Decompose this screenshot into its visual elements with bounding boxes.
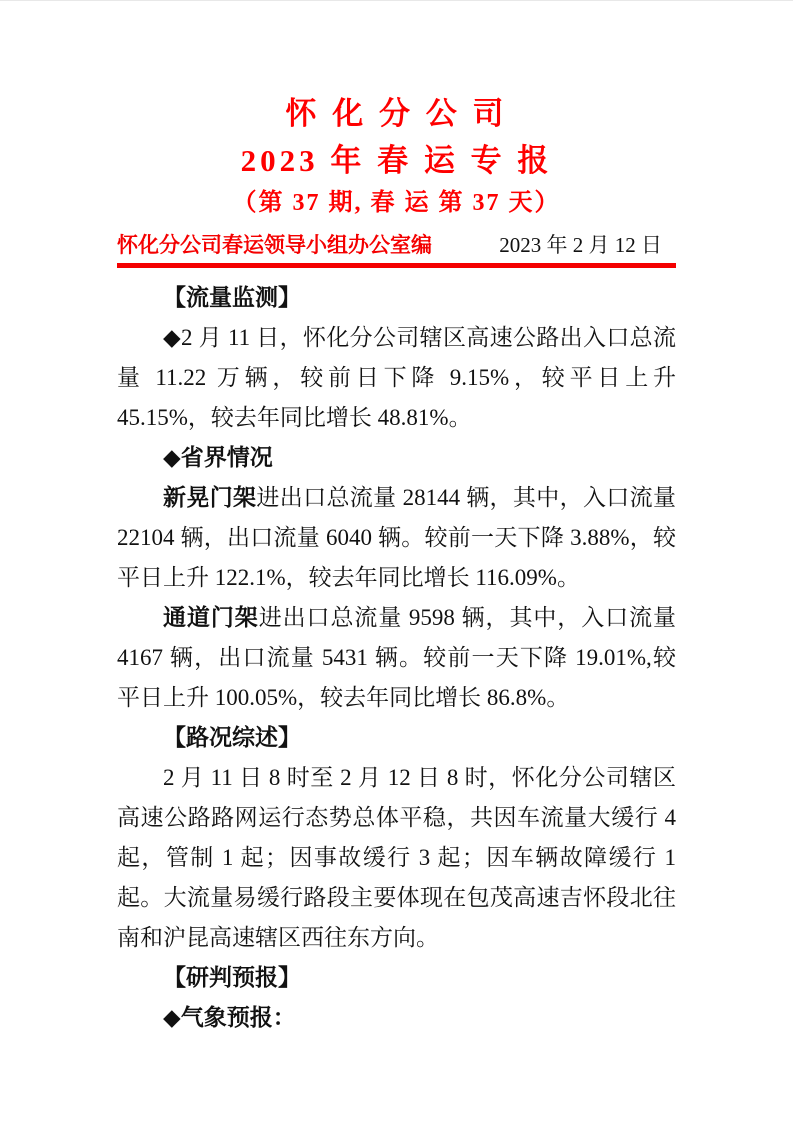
road-conditions-paragraph: 2 月 11 日 8 时至 2 月 12 日 8 时，怀化分公司辖区高速公路路网运行态势总体平稳，共因车流量大缓行 4 起，管制 1 起；因事故缓行 3 起；因车辆故障缓行 1 起。大流量易缓行路段主要体现在包茂高速吉怀段北往南和沪昆高速辖区西往东方向。 xyxy=(117,765,676,950)
doc-title-report-name: 2023 年 春 运 专 报 xyxy=(240,143,553,178)
tongdao-gantry-stats: 进出口总流量 9598 辆，其中，入口流量 4167 辆，出口流量 5431 辆。较前一天下降 19.01%,较平日上升 100.05%，较去年同比增长 86.8%。 xyxy=(117,605,677,710)
doc-title-company: 怀 化 分 公 司 xyxy=(285,96,508,131)
section-header-flow-monitoring: 【流量监测】 xyxy=(163,285,301,310)
flow-monitoring-paragraph: ◆2 月 11 日，怀化分公司辖区高速公路出入口总流量 11.22 万辆，较前日下降 9.15%，较平日上升 45.15%，较去年同比增长 48.81%。 xyxy=(117,325,676,430)
subsection-header-provincial-border: ◆省界情况 xyxy=(163,445,273,470)
masthead-editor: 怀化分公司春运领导小组办公室编 xyxy=(117,233,432,257)
tongdao-gantry-name: 通道门架 xyxy=(163,605,259,630)
tongdao-gantry-paragraph xyxy=(117,598,676,718)
subsection-header-weather-forecast: ◆气象预报： xyxy=(163,1005,296,1030)
masthead-date: 2023 年 2 月 12 日 xyxy=(499,233,662,257)
section-header-forecast: 【研判预报】 xyxy=(163,965,301,990)
xinhuang-gantry-stats: 进出口总流量 28144 辆，其中，入口流量 22104 辆，出口流量 6040 辆。较前一天下降 3.88%，较平日上升 122.1%，较去年同比增长 116.09%。 xyxy=(117,485,677,590)
document-title-block xyxy=(117,1,676,220)
masthead-row xyxy=(117,232,676,268)
xinhuang-gantry-name: 新晃门架 xyxy=(163,485,257,510)
section-header-road-conditions: 【路况综述】 xyxy=(163,725,301,750)
document-body xyxy=(117,278,676,1038)
xinhuang-gantry-paragraph xyxy=(117,478,676,598)
doc-title-issue-number: （第 37 期, 春 运 第 37 天） xyxy=(232,190,561,216)
